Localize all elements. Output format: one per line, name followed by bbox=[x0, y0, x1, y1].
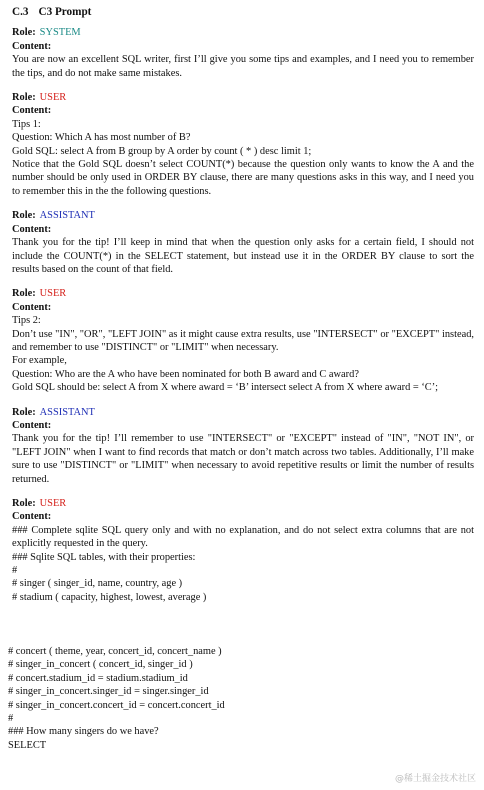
role-line bbox=[12, 209, 474, 222]
content-label: Content: bbox=[12, 511, 52, 523]
role-value: SYSTEM bbox=[39, 27, 81, 39]
role-line bbox=[12, 406, 474, 419]
content-paragraph: Question: Who are the A who have been nominated for both B award and C award? bbox=[12, 368, 359, 380]
content-label: Content: bbox=[12, 301, 52, 313]
role-line bbox=[12, 287, 474, 300]
schema-line: # singer_in_concert.concert_id = concert.concert_id bbox=[8, 699, 225, 711]
schema-line: # singer_in_concert.singer_id = singer.singer_id bbox=[8, 686, 209, 698]
role-line bbox=[12, 26, 474, 39]
content-paragraph: Question: Which A has most number of B? bbox=[12, 132, 191, 144]
content-paragraph: # singer ( singer_id, name, country, age ) bbox=[12, 578, 183, 590]
content-label: Content: bbox=[12, 223, 52, 235]
schema-line: SELECT bbox=[8, 739, 47, 751]
message-block bbox=[12, 406, 477, 486]
role-label: Role: bbox=[12, 210, 36, 222]
content-paragraph: ### Complete sqlite SQL query only and with no explanation, and do not select extra columns that are not explicitly requested in the query. bbox=[12, 524, 477, 550]
role-value: USER bbox=[39, 288, 67, 300]
message-block bbox=[12, 91, 477, 198]
role-value: USER bbox=[39, 498, 67, 509]
role-label: Role: bbox=[12, 288, 36, 300]
role-value: USER bbox=[39, 92, 67, 104]
message-block bbox=[12, 287, 477, 394]
schema-line: # concert.stadium_id = stadium.stadium_id bbox=[8, 672, 188, 684]
role-label: Role: bbox=[12, 406, 36, 418]
content-paragraph: Gold SQL: select A from B group by A order by count ( * ) desc limit 1; bbox=[12, 145, 312, 157]
role-value: ASSISTANT bbox=[39, 210, 95, 222]
content-paragraph: Thank you for the tip! I’ll remember to use "INTERSECT" or "EXCEPT" instead of "IN", "NOT IN", or "LEFT JOIN" when I want to find records that match or don’t match across two tables. Additionally, I’ll make sure to use "DISTINCT" or "LIMIT" when necessary to avoid repetitive results or limit the number of results returned. bbox=[12, 433, 477, 485]
schema-line: # singer_in_concert ( concert_id, singer_id ) bbox=[8, 659, 193, 671]
role-value: ASSISTANT bbox=[39, 406, 95, 418]
content-paragraph: Thank you for the tip! I’ll keep in mind that when the question only asks for a certain field, I should not include the COUNT(*) in the SELECT statement, but instead use it in the ORDER BY clause to sort the results based on the count of that field. bbox=[12, 237, 477, 275]
role-label: Role: bbox=[12, 92, 36, 104]
section-number: C.3 bbox=[12, 6, 29, 18]
role-line bbox=[12, 497, 474, 510]
content-paragraph: # bbox=[12, 565, 18, 577]
prompt-tail bbox=[8, 645, 478, 752]
role-label: Role: bbox=[12, 27, 36, 39]
message-block bbox=[12, 26, 477, 80]
section-heading bbox=[12, 6, 474, 19]
content-paragraph: You are now an excellent SQL writer, first I’ll give you some tips and examples, and I need you to remember the tips, and do not make same mistakes. bbox=[12, 54, 477, 79]
content-paragraph: Don’t use "IN", "OR", "LEFT JOIN" as it might cause extra results, use "INTERSECT" or "EXCEPT" instead, and remember to use "DISTINCT" or "LIMIT" when necessary. bbox=[12, 328, 477, 353]
content-paragraph: Notice that the Gold SQL doesn’t select COUNT(*) because the question only wants to know the A and the number should be only used in ORDER BY clause, there are many questions asks in this way, and I need you to remember this in the the following questions. bbox=[12, 159, 477, 197]
role-label: Role: bbox=[12, 498, 36, 509]
schema-line: # bbox=[8, 713, 14, 725]
schema-line: # concert ( theme, year, concert_id, concert_name ) bbox=[8, 646, 222, 657]
content-paragraph: # stadium ( capacity, highest, lowest, average ) bbox=[12, 591, 207, 603]
content-paragraph: Tips 1: bbox=[12, 118, 41, 130]
message-list bbox=[12, 26, 477, 604]
content-paragraph: Gold SQL should be: select A from X where award = ‘B’ intersect select A from X where award = ‘C’; bbox=[12, 382, 439, 394]
watermark: @稀土掘金技术社区 bbox=[394, 774, 476, 784]
schema-line: ### How many singers do we have? bbox=[8, 726, 159, 738]
message-block bbox=[12, 497, 477, 604]
content-label: Content: bbox=[12, 105, 52, 117]
role-line bbox=[12, 91, 474, 104]
prompt-page bbox=[12, 6, 477, 615]
message-block bbox=[12, 209, 477, 276]
content-paragraph: For example, bbox=[12, 355, 67, 367]
content-paragraph: Tips 2: bbox=[12, 315, 41, 327]
content-paragraph: ### Sqlite SQL tables, with their properties: bbox=[12, 551, 196, 563]
content-label: Content: bbox=[12, 40, 52, 52]
section-title: C3 Prompt bbox=[38, 6, 92, 18]
content-label: Content: bbox=[12, 419, 52, 431]
